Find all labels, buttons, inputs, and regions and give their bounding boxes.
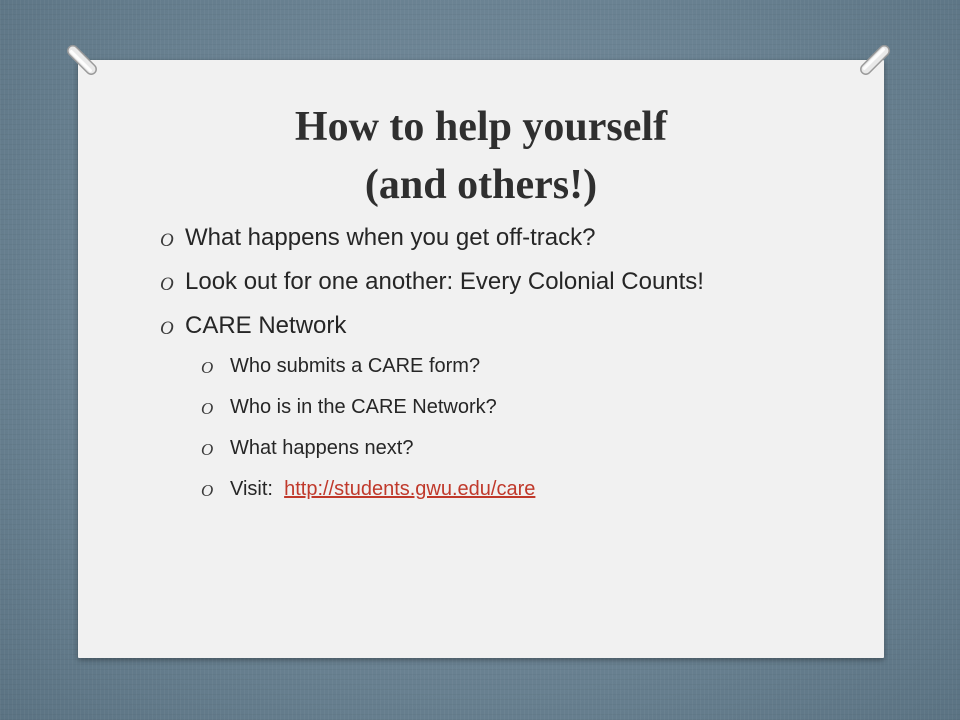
care-link[interactable]: http://students.gwu.edu/care	[284, 478, 536, 500]
sub-bullet-marker-icon: O	[201, 358, 214, 377]
sub-bullet-marker-icon: O	[201, 440, 214, 459]
bullet-item	[160, 264, 800, 300]
slide-title	[78, 98, 884, 214]
sub-bullet-item	[160, 352, 800, 380]
slide-title-line1: How to help yourself	[294, 104, 668, 150]
sub-bullet-text: What happens next?	[230, 437, 414, 459]
bullet-text: CARE Network	[185, 312, 347, 339]
bullet-text: What happens when you get off-track?	[185, 224, 596, 251]
bullet-marker-icon: O	[160, 318, 174, 339]
bullet-item	[160, 308, 800, 344]
bullet-marker-icon: O	[160, 274, 174, 295]
bullet-list	[160, 220, 800, 516]
bullet-marker-icon: O	[160, 230, 174, 251]
sub-bullet-text: Who is in the CARE Network?	[230, 396, 497, 418]
sub-bullet-item	[160, 393, 800, 421]
bullet-text: Look out for one another: Every Colonial Counts!	[185, 268, 704, 295]
bullet-item	[160, 220, 800, 256]
sub-bullet-marker-icon: O	[201, 481, 214, 500]
sub-bullet-text: Who submits a CARE form?	[230, 355, 481, 377]
visit-label: Visit:	[230, 478, 273, 500]
sub-bullet-item	[160, 434, 800, 462]
slide-title-line2: (and others!)	[364, 162, 598, 208]
sub-bullet-marker-icon: O	[201, 399, 214, 418]
pushpin-left-icon	[62, 40, 102, 80]
pushpin-right-icon	[855, 40, 895, 80]
sub-bullet-item	[160, 475, 800, 503]
